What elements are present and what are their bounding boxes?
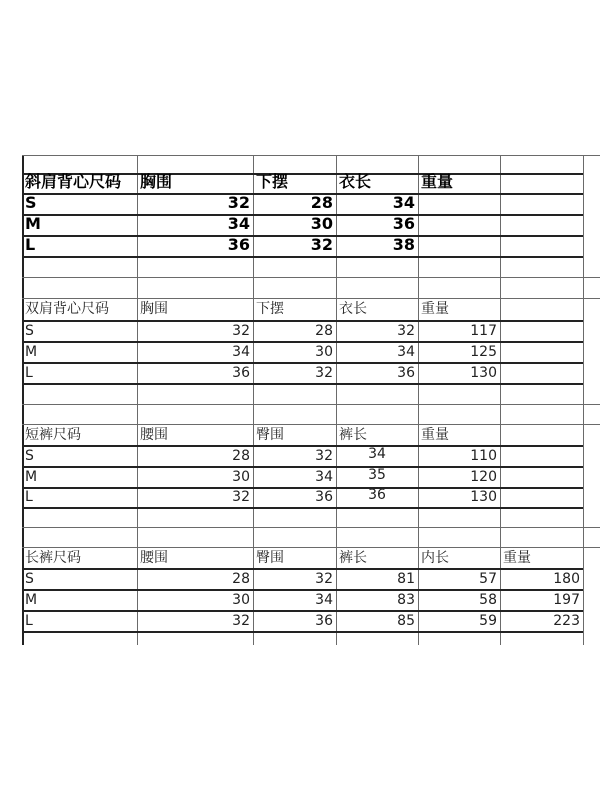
table3-row-l-size: L bbox=[25, 489, 33, 505]
table1-row-m-length: 36 bbox=[392, 214, 415, 233]
table2-row-m-chest: 34 bbox=[232, 344, 250, 360]
table2-row-l-hem: 32 bbox=[315, 365, 333, 381]
table2-row-m-hem: 30 bbox=[315, 344, 333, 360]
grid-line bbox=[22, 256, 583, 258]
table4-row-m-size: M bbox=[25, 592, 38, 608]
table4-row-s-inseam: 57 bbox=[479, 571, 497, 587]
table4-row-s-waist: 28 bbox=[232, 571, 250, 587]
table1-row-s-chest: 32 bbox=[227, 193, 250, 212]
table1-header-chest: 胸围 bbox=[140, 172, 173, 191]
grid-line bbox=[22, 631, 583, 633]
table2-row-m-weight: 125 bbox=[470, 344, 497, 360]
grid-line bbox=[22, 277, 600, 278]
table3-row-s-waist: 28 bbox=[232, 448, 250, 464]
table3-row-s-length: 34 bbox=[368, 446, 386, 462]
table2-row-s-weight: 117 bbox=[470, 323, 497, 339]
table1-header-hem: 下摆 bbox=[256, 172, 289, 191]
table2-row-s-length: 32 bbox=[397, 323, 415, 339]
table3-row-l-waist: 32 bbox=[232, 489, 250, 505]
table1-header-weight: 重量 bbox=[421, 172, 454, 191]
table2-header-hem: 下摆 bbox=[256, 301, 284, 317]
table2-row-m-length: 34 bbox=[397, 344, 415, 360]
table1-row-m-size: M bbox=[25, 214, 41, 233]
table3-row-m-waist: 30 bbox=[232, 469, 250, 485]
grid-line bbox=[583, 155, 584, 645]
table3-row-l-weight: 130 bbox=[470, 489, 497, 505]
table1-row-s-hem: 28 bbox=[310, 193, 333, 212]
table1-row-s-length: 34 bbox=[392, 193, 415, 212]
table4-header-length: 裤长 bbox=[339, 550, 367, 566]
table1-header-length: 衣长 bbox=[339, 172, 372, 191]
table3-row-m-weight: 120 bbox=[470, 469, 497, 485]
table4-header-size: 长裤尺码 bbox=[25, 550, 81, 566]
table4-row-m-hip: 34 bbox=[315, 592, 333, 608]
table1-row-m-hem: 30 bbox=[310, 214, 333, 233]
table3-row-l-hip: 36 bbox=[315, 489, 333, 505]
table1-row-l-hem: 32 bbox=[310, 235, 333, 254]
table3-row-s-weight: 110 bbox=[470, 448, 497, 464]
table4-row-l-size: L bbox=[25, 613, 33, 629]
table2-row-l-size: L bbox=[25, 365, 33, 381]
table2-row-s-hem: 28 bbox=[315, 323, 333, 339]
table2-header-weight: 重量 bbox=[421, 301, 449, 317]
table4-header-waist: 腰围 bbox=[140, 550, 168, 566]
table1-header-size: 斜肩背心尺码 bbox=[25, 172, 122, 191]
table1-row-l-chest: 36 bbox=[227, 235, 250, 254]
table4-row-m-length: 83 bbox=[397, 592, 415, 608]
table1-row-l-length: 38 bbox=[392, 235, 415, 254]
table3-row-s-hip: 32 bbox=[315, 448, 333, 464]
table4-row-l-weight: 223 bbox=[553, 613, 580, 629]
table4-header-weight: 重量 bbox=[503, 550, 531, 566]
table1-row-m-chest: 34 bbox=[227, 214, 250, 233]
table2-row-s-chest: 32 bbox=[232, 323, 250, 339]
table4-header-hip: 臀围 bbox=[256, 550, 284, 566]
table3-header-hip: 臀围 bbox=[256, 427, 284, 443]
table4-row-s-size: S bbox=[25, 571, 34, 587]
grid-line bbox=[22, 404, 600, 405]
table4-row-s-hip: 32 bbox=[315, 571, 333, 587]
grid-line bbox=[22, 507, 583, 509]
table4-row-s-weight: 180 bbox=[553, 571, 580, 587]
table4-header-inseam: 内长 bbox=[421, 550, 449, 566]
table4-row-m-inseam: 58 bbox=[479, 592, 497, 608]
table2-row-m-size: M bbox=[25, 344, 38, 360]
table2-header-length: 衣长 bbox=[339, 301, 367, 317]
grid-line bbox=[22, 527, 600, 528]
table4-row-l-hip: 36 bbox=[315, 613, 333, 629]
table3-header-length: 裤长 bbox=[339, 427, 367, 443]
table2-row-s-size: S bbox=[25, 323, 34, 339]
table3-header-waist: 腰围 bbox=[140, 427, 168, 443]
table4-row-m-weight: 197 bbox=[553, 592, 580, 608]
grid-line bbox=[22, 155, 600, 156]
table4-row-l-inseam: 59 bbox=[479, 613, 497, 629]
table3-header-size: 短裤尺码 bbox=[25, 427, 81, 443]
table3-row-m-length: 35 bbox=[368, 467, 386, 483]
table3-row-s-size: S bbox=[25, 448, 34, 464]
table1-row-s-size: S bbox=[25, 193, 37, 212]
table2-header-size: 双肩背心尺码 bbox=[25, 301, 109, 317]
table2-header-chest: 胸围 bbox=[140, 301, 168, 317]
table3-row-m-size: M bbox=[25, 469, 38, 485]
table2-row-l-chest: 36 bbox=[232, 365, 250, 381]
table2-row-l-length: 36 bbox=[397, 365, 415, 381]
table3-row-m-hip: 34 bbox=[315, 469, 333, 485]
table3-header-weight: 重量 bbox=[421, 427, 449, 443]
table2-row-l-weight: 130 bbox=[470, 365, 497, 381]
table4-row-l-length: 85 bbox=[397, 613, 415, 629]
table4-row-m-waist: 30 bbox=[232, 592, 250, 608]
table3-row-l-length: 36 bbox=[368, 487, 386, 503]
grid-line bbox=[22, 383, 583, 385]
table1-row-l-size: L bbox=[25, 235, 36, 254]
table4-row-l-waist: 32 bbox=[232, 613, 250, 629]
table4-row-s-length: 81 bbox=[397, 571, 415, 587]
